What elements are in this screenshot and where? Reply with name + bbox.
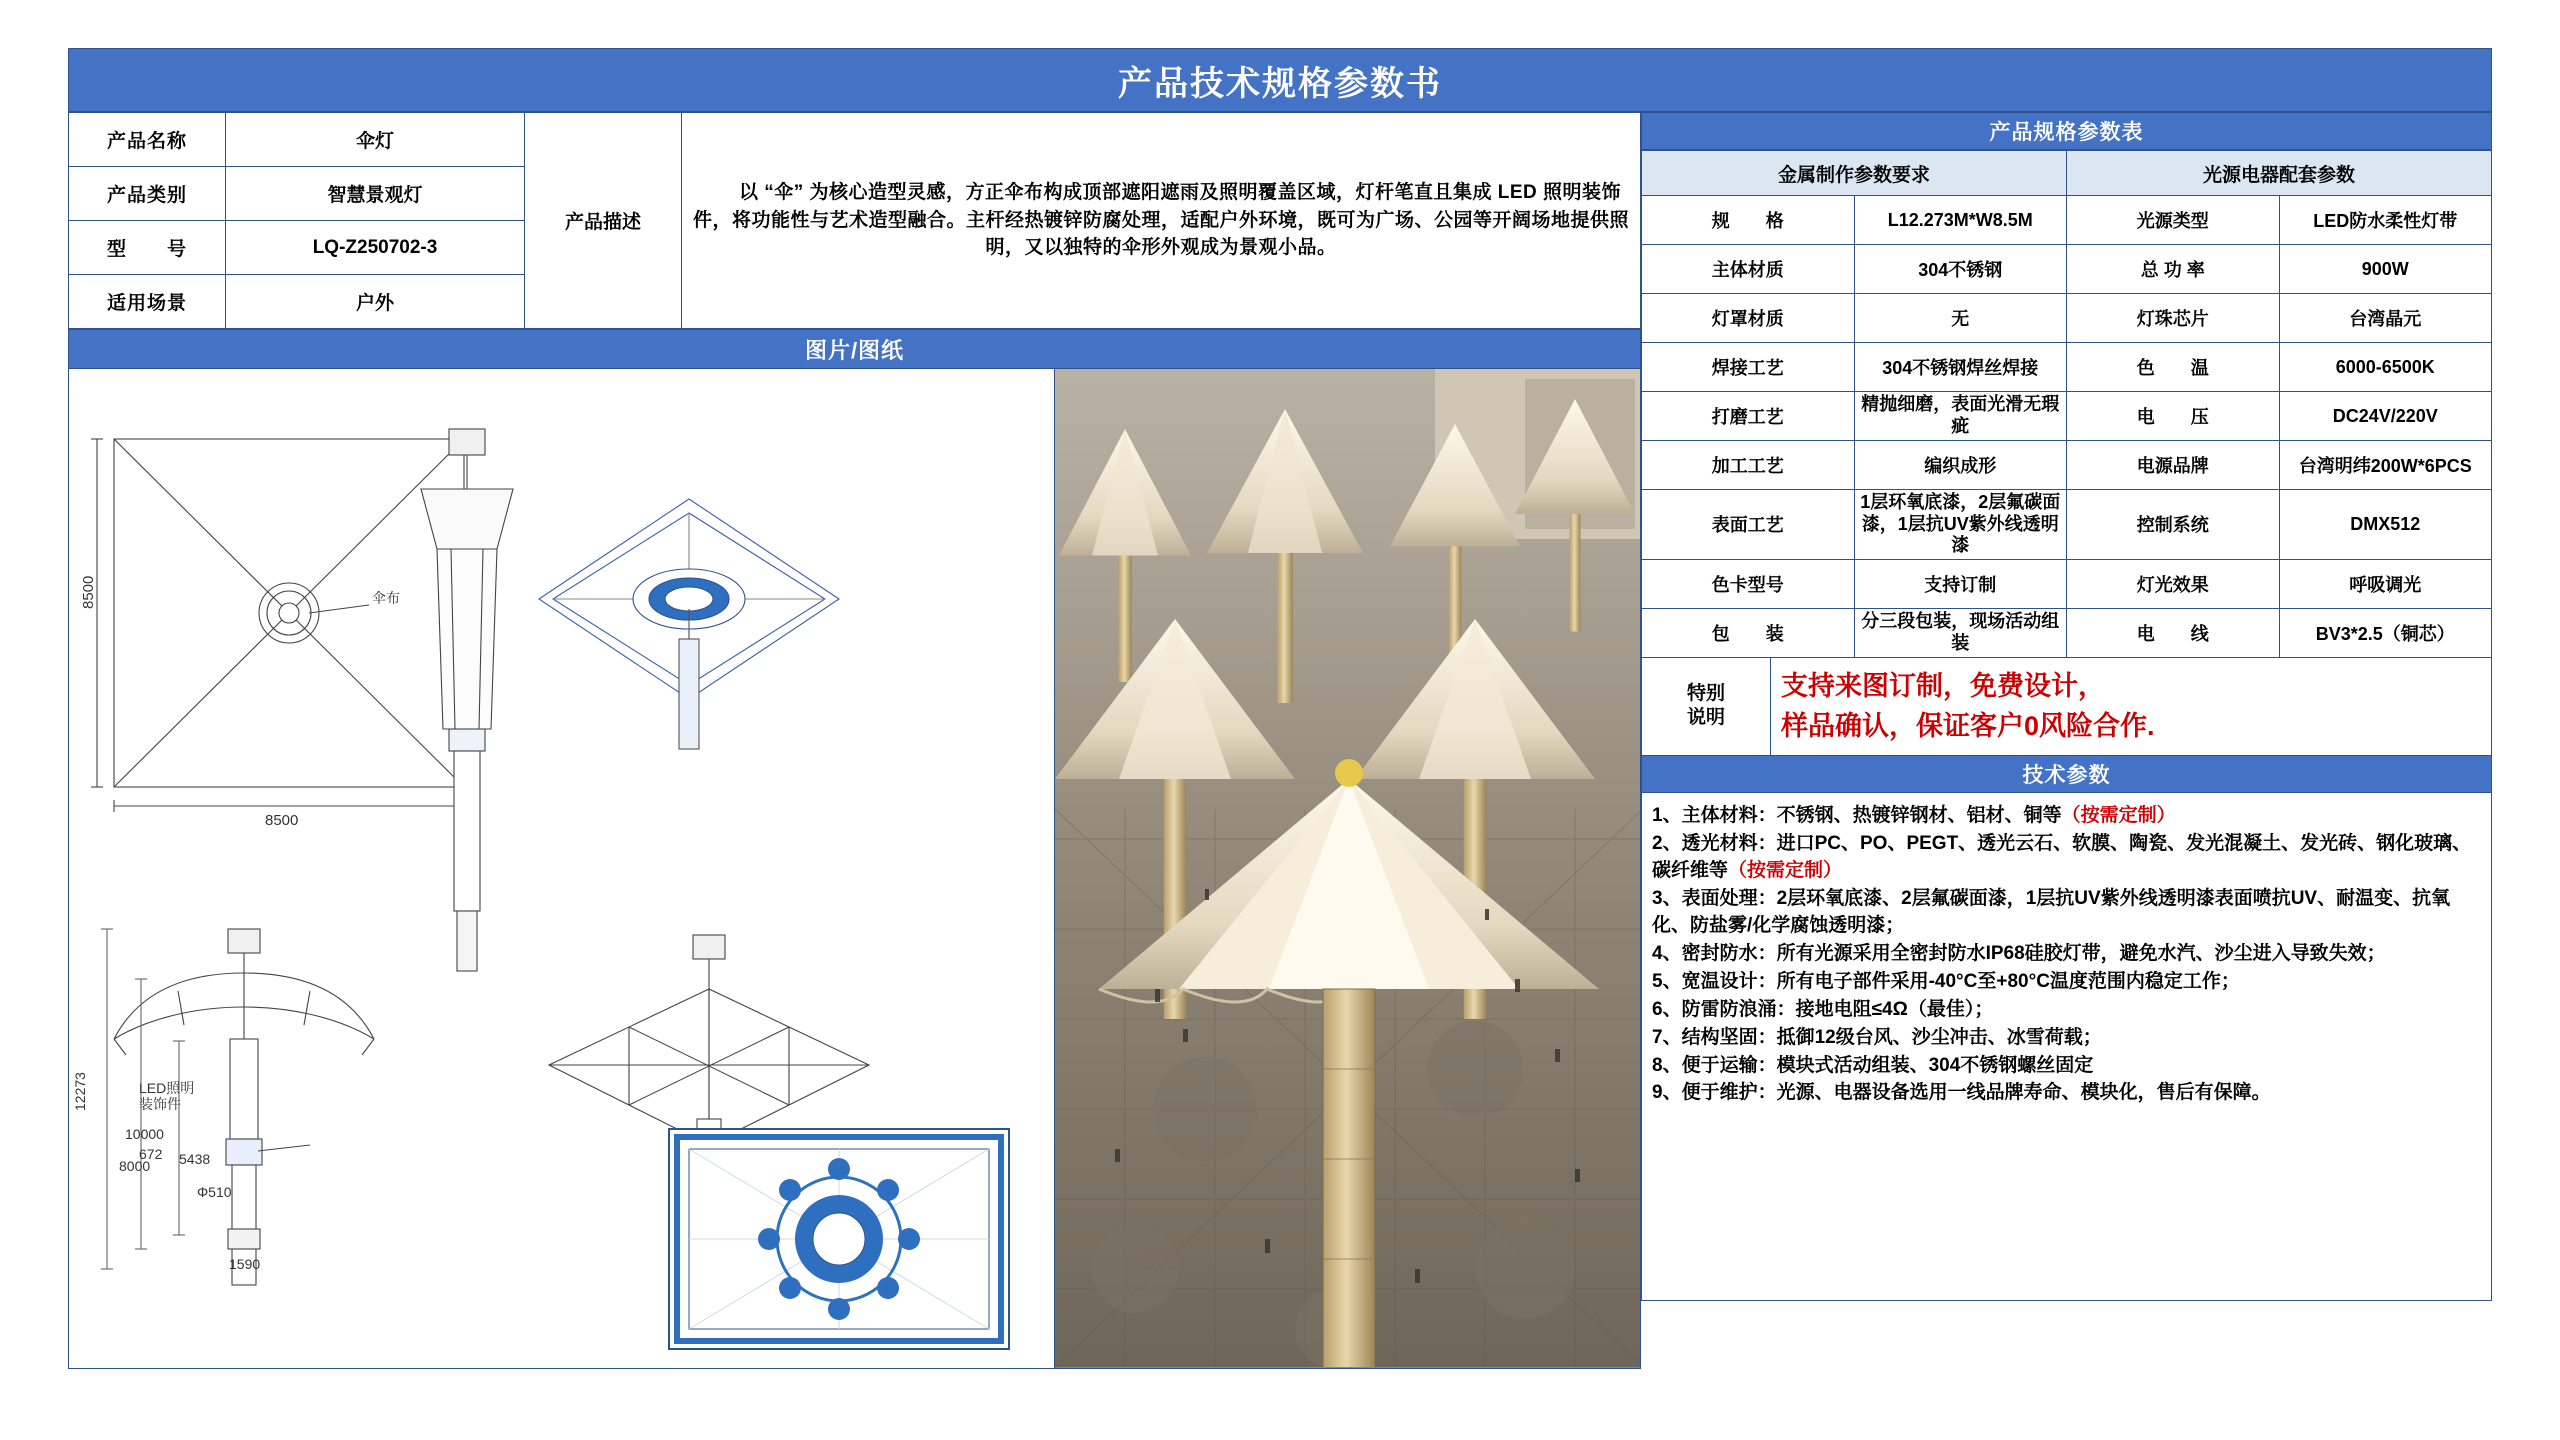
label-umbrella: 伞布 xyxy=(372,590,400,606)
left-column xyxy=(68,112,1641,1369)
table-row xyxy=(1642,441,2492,490)
product-info-table xyxy=(68,112,1641,329)
special-note-text xyxy=(1771,658,2491,755)
table-header-row xyxy=(1642,151,2492,196)
spec-key: 电源品牌 xyxy=(2067,441,2280,490)
table-row xyxy=(1642,559,2492,608)
info-value-2: LQ-Z250702-3 xyxy=(226,221,525,275)
spec-value: 精抛细磨，表面光滑无瑕疵 xyxy=(1854,392,2067,441)
dim-12273: 12273 xyxy=(72,1072,88,1111)
info-value-3: 户外 xyxy=(226,275,525,329)
spec-value: 呼吸调光 xyxy=(2279,559,2492,608)
spec-key: 电 压 xyxy=(2067,392,2280,441)
dim-672: 672 xyxy=(139,1146,163,1162)
spec-key: 色卡型号 xyxy=(1642,559,1855,608)
spec-value: 无 xyxy=(1854,294,2067,343)
table-row xyxy=(1642,392,2492,441)
spec-value: 6000-6500K xyxy=(2279,343,2492,392)
dim-8000: 8000 xyxy=(119,1158,151,1174)
media-band-title: 图片/图纸 xyxy=(68,329,1641,369)
product-photo xyxy=(1055,369,1640,1368)
special-note-label xyxy=(1642,658,1771,755)
sheet-body xyxy=(68,112,2492,1369)
info-label-2: 型 号 xyxy=(69,221,226,275)
spec-value: DMX512 xyxy=(2279,490,2492,560)
spec-value: 分三段包装，现场活动组装 xyxy=(1854,608,2067,657)
note-label-line2: 说明 xyxy=(1686,707,1725,729)
media-row xyxy=(68,369,1641,1369)
spec-header-right: 光源电器配套参数 xyxy=(2067,151,2492,196)
table-row xyxy=(1642,245,2492,294)
spec-value: LED防水柔性灯带 xyxy=(2279,196,2492,245)
spec-value: 台湾明纬200W*6PCS xyxy=(2279,441,2492,490)
spec-key: 表面工艺 xyxy=(1642,490,1855,560)
table-row xyxy=(1642,294,2492,343)
technical-drawings-pane xyxy=(69,369,1055,1368)
page-title: 产品技术规格参数书 xyxy=(68,48,2492,112)
spec-key: 加工工艺 xyxy=(1642,441,1855,490)
label-led: LED照明 xyxy=(139,1080,195,1096)
spec-key: 规 格 xyxy=(1642,196,1855,245)
spec-key: 光源类型 xyxy=(2067,196,2280,245)
list-item: 9、便于维护：光源、电器设备选用一线品牌寿命、模块化，售后有保障。 xyxy=(1652,1082,2271,1104)
spec-value: 支持订制 xyxy=(1854,559,2067,608)
spec-value: BV3*2.5（铜芯） xyxy=(2279,608,2492,657)
spec-key: 主体材质 xyxy=(1642,245,1855,294)
list-item: 2、透光材料：进口PC、PO、PEGT、透光云石、软膜、陶瓷、发光混凝土、发光砖、钢化玻璃、碳纤维等（按需定制） xyxy=(1652,832,2472,881)
note-line-1: 支持来图订制，免费设计， xyxy=(1781,670,2105,701)
info-label-3: 适用场景 xyxy=(69,275,226,329)
table-row xyxy=(1642,196,2492,245)
spec-key: 色 温 xyxy=(2067,343,2280,392)
spec-key: 控制系统 xyxy=(2067,490,2280,560)
special-note-row xyxy=(1641,658,2492,756)
table-row xyxy=(1642,608,2492,657)
spec-table-title: 产品规格参数表 xyxy=(1641,112,2492,150)
list-item: 5、宽温设计：所有电子部件采用-40°C至+80°C温度范围内稳定工作； xyxy=(1652,970,2240,992)
spec-sheet-page xyxy=(68,48,2492,1426)
spec-key: 包 装 xyxy=(1642,608,1855,657)
spec-key: 焊接工艺 xyxy=(1642,343,1855,392)
dim-top-bottom: 8500 xyxy=(265,812,299,829)
spec-value: 编织成形 xyxy=(1854,441,2067,490)
spec-key: 灯光效果 xyxy=(2067,559,2280,608)
description-text: 以 “伞” 为核心造型灵感，方正伞布构成顶部遮阳遮雨及照明覆盖区域，灯杆笔直且集成 LED 照明装饰件，将功能性与艺术造型融合。主杆经热镀锌防腐处理，适配户外环境，既可为广场、公园等开阔场地提供照明，又以独特的伞形外观成为景观小品。 xyxy=(682,113,1641,329)
list-item: 6、防雷防浪涌：接地电阻≤4Ω（最佳）； xyxy=(1652,998,1994,1020)
drawings-svg xyxy=(69,369,1054,1367)
note-line-2: 样品确认，保证客户0风险合作. xyxy=(1781,711,2155,742)
spec-key: 总 功 率 xyxy=(2067,245,2280,294)
note-label-line1: 特别 xyxy=(1686,682,1725,704)
svg-text:装饰件: 装饰件 xyxy=(139,1096,181,1112)
spec-value: 304不锈钢 xyxy=(1854,245,2067,294)
spec-value: 900W xyxy=(2279,245,2492,294)
spec-header-left: 金属制作参数要求 xyxy=(1642,151,2067,196)
tech-band-title: 技术参数 xyxy=(1641,756,2492,793)
list-item: 3、表面处理：2层环氧底漆、2层氟碳面漆，1层抗UV紫外线透明漆表面喷抗UV、耐温变、抗氧化、防盐雾/化学腐蚀透明漆； xyxy=(1652,887,2451,936)
description-label: 产品描述 xyxy=(525,113,682,329)
tech-parameters-list xyxy=(1641,793,2492,1301)
info-value-1: 智慧景观灯 xyxy=(226,167,525,221)
dim-top-left: 8500 xyxy=(80,575,97,609)
list-item: 7、结构坚固：抵御12级台风、沙尘冲击、冰雪荷载； xyxy=(1652,1026,2102,1048)
decorative-plate xyxy=(669,1129,1009,1349)
spec-key: 灯罩材质 xyxy=(1642,294,1855,343)
product-render-svg xyxy=(1055,369,1640,1367)
table-row xyxy=(1642,490,2492,560)
spec-value: 1层环氧底漆，2层氟碳面漆，1层抗UV紫外线透明漆 xyxy=(1854,490,2067,560)
spec-value: 台湾晶元 xyxy=(2279,294,2492,343)
spec-key: 灯珠芯片 xyxy=(2067,294,2280,343)
spec-key: 电 线 xyxy=(2067,608,2280,657)
dim-10000: 10000 xyxy=(125,1126,164,1142)
spec-value: DC24V/220V xyxy=(2279,392,2492,441)
list-item: 1、主体材料：不锈钢、热镀锌钢材、铝材、铜等（按需定制） xyxy=(1652,804,2176,826)
spec-table xyxy=(1641,150,2492,658)
table-row xyxy=(1642,343,2492,392)
info-value-0: 伞灯 xyxy=(226,113,525,167)
dim-5438: 5438 xyxy=(179,1151,211,1167)
list-item: 4、密封防水：所有光源采用全密封防水IP68硅胶灯带，避免水汽、沙尘进入导致失效； xyxy=(1652,942,2386,964)
list-item: 8、便于运输：模块式活动组装、304不锈钢螺丝固定 xyxy=(1652,1054,2094,1076)
spec-value: 304不锈钢焊丝焊接 xyxy=(1854,343,2067,392)
table-row xyxy=(69,113,1641,167)
spec-value: L12.273M*W8.5M xyxy=(1854,196,2067,245)
dim-1590: 1590 xyxy=(229,1256,261,1272)
info-label-0: 产品名称 xyxy=(69,113,226,167)
dim-phi510: Φ510 xyxy=(197,1184,232,1200)
right-column xyxy=(1641,112,2492,1369)
spec-key: 打磨工艺 xyxy=(1642,392,1855,441)
info-label-1: 产品类别 xyxy=(69,167,226,221)
